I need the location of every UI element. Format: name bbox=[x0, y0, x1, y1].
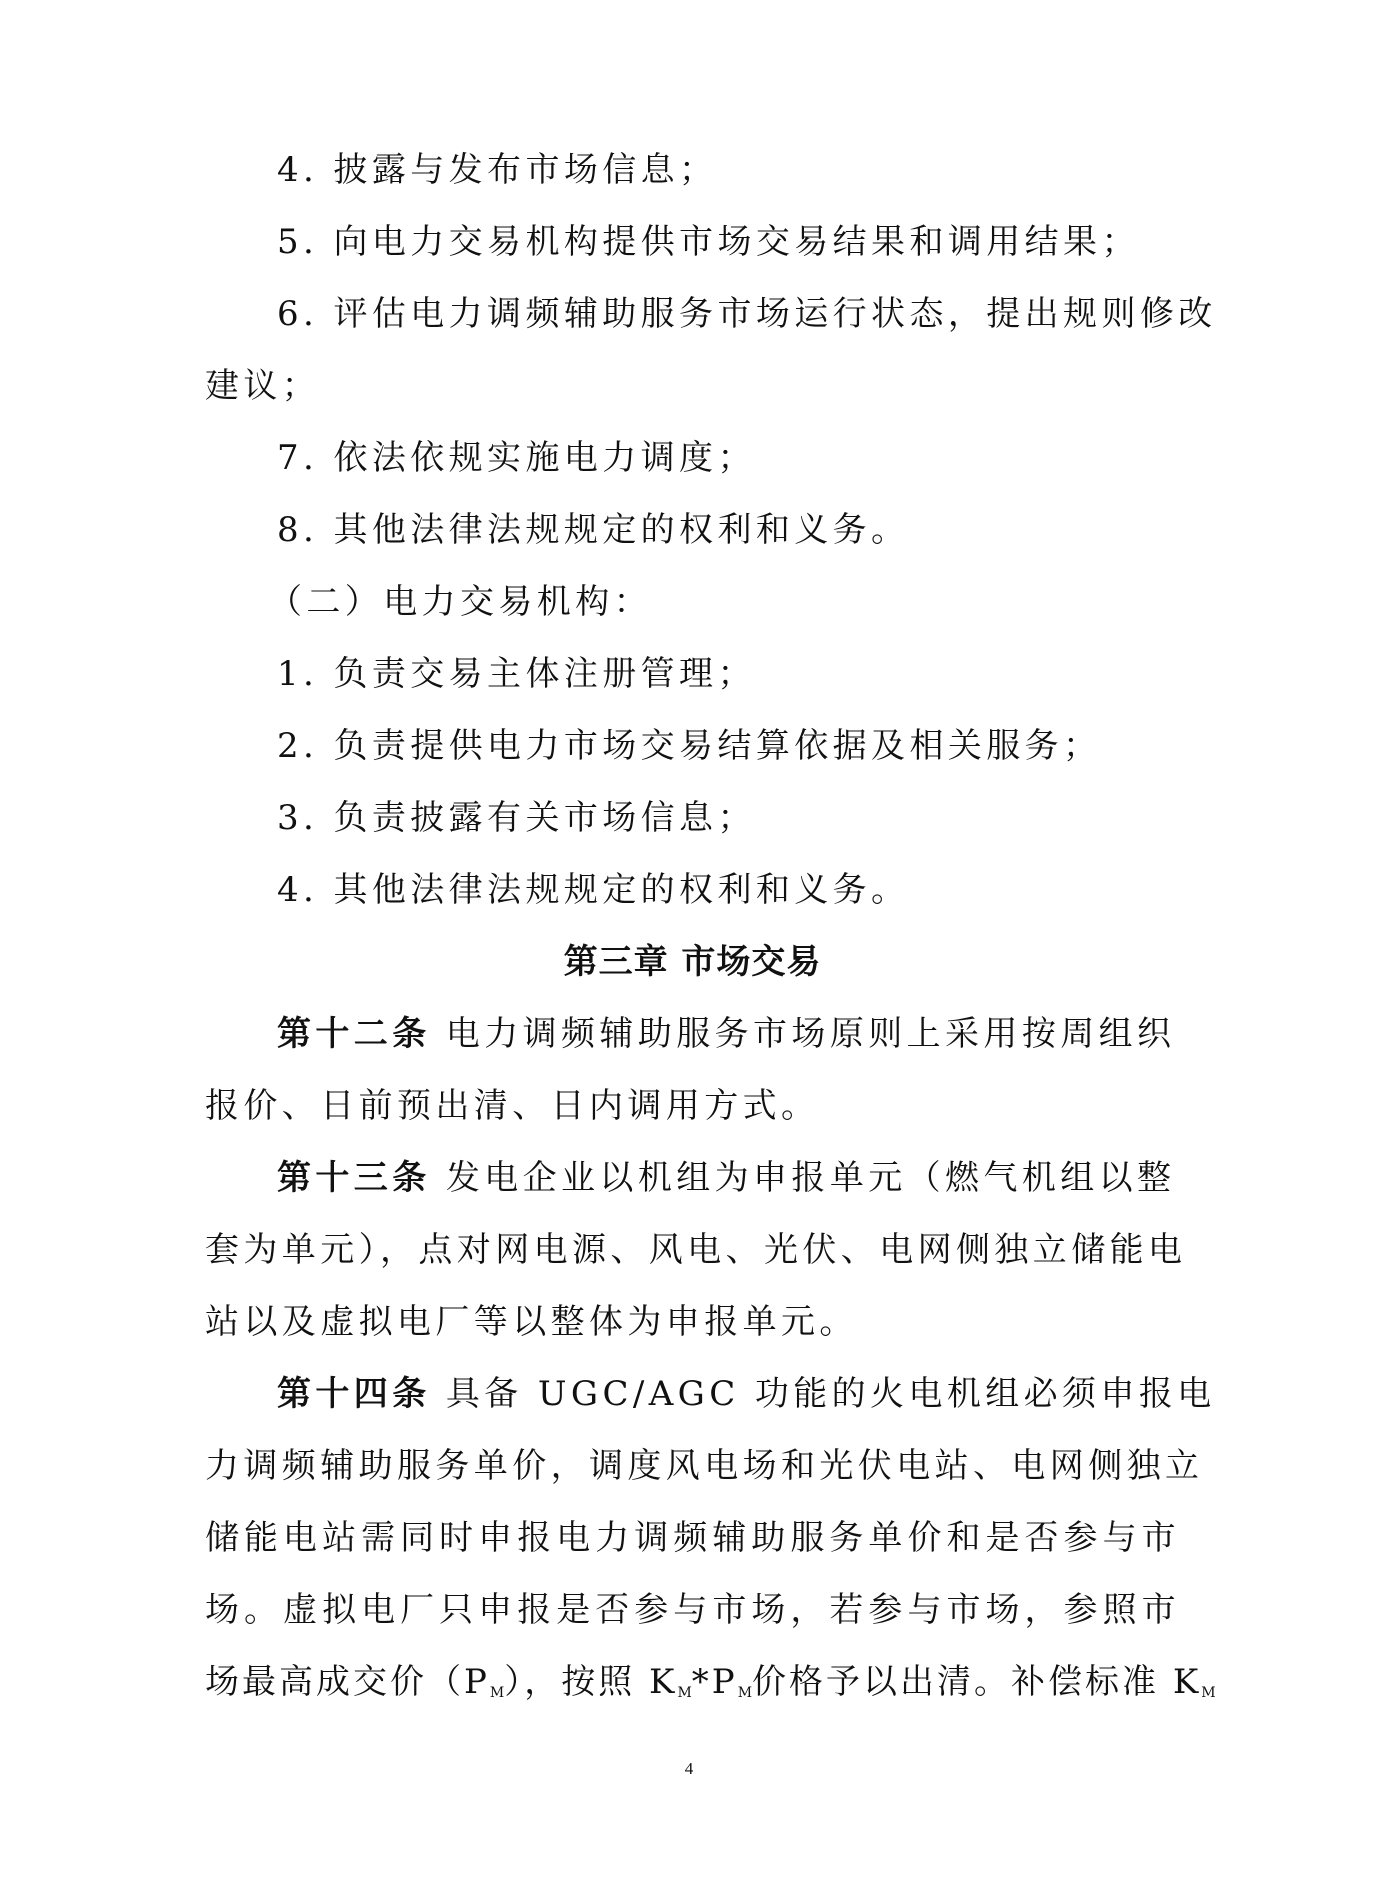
paragraph-line: 2. 负责提供电力市场交易结算依据及相关服务； bbox=[277, 726, 1102, 766]
article-label: 第十三条 bbox=[277, 1158, 431, 1198]
text-run: 场最高成交价（P bbox=[205, 1662, 490, 1702]
text-run: ），按照 K bbox=[504, 1662, 678, 1702]
paragraph-line: 储能电站需同时申报电力调频辅助服务单价和是否参与市 bbox=[205, 1518, 1180, 1558]
paragraph-line: 6. 评估电力调频辅助服务市场运行状态，提出规则修改 bbox=[277, 294, 1217, 334]
paragraph-line: 3. 负责披露有关市场信息； bbox=[277, 798, 756, 838]
paragraph-line: 站以及虚拟电厂等以整体为申报单元。 bbox=[205, 1302, 858, 1342]
article-13-line-1 bbox=[277, 1156, 1180, 1200]
paragraph-line: 套为单元），点对网电源、风电、光伏、电网侧独立储能电 bbox=[205, 1230, 1187, 1270]
paragraph-line: 5. 向电力交易机构提供市场交易结果和调用结果； bbox=[277, 222, 1140, 262]
paragraph-line: 力调频辅助服务单价，调度风电场和光伏电站、电网侧独立 bbox=[205, 1446, 1204, 1486]
article-text: 具备 UGC/AGC 功能的火电机组必须申报电 bbox=[445, 1374, 1216, 1414]
paragraph-line: 4. 其他法律法规规定的权利和义务。 bbox=[277, 870, 910, 910]
article-label: 第十二条 bbox=[277, 1014, 431, 1054]
article-14-line-1 bbox=[277, 1372, 1216, 1416]
paragraph-line: 4. 披露与发布市场信息； bbox=[277, 150, 718, 190]
paragraph-line: 建议； bbox=[205, 366, 321, 406]
article-12-line-1 bbox=[277, 1012, 1180, 1056]
article-label: 第十四条 bbox=[277, 1374, 431, 1414]
chapter-heading: 第三章 市场交易 bbox=[563, 942, 822, 982]
paragraph-line: 场。虚拟电厂只申报是否参与市场，若参与市场，参照市 bbox=[205, 1590, 1180, 1630]
paragraph-line: 报价、日前预出清、日内调用方式。 bbox=[205, 1086, 820, 1126]
subscript-m: M bbox=[677, 1685, 692, 1701]
subscript-m: M bbox=[489, 1685, 505, 1701]
subscript-m: M bbox=[737, 1685, 753, 1701]
section-heading: （二）电力交易机构： bbox=[268, 582, 652, 622]
article-text: 发电企业以机组为申报单元（燃气机组以整 bbox=[445, 1158, 1176, 1198]
subscript-m: M bbox=[1201, 1685, 1216, 1701]
article-text: 电力调频辅助服务市场原则上采用按周组织 bbox=[445, 1014, 1176, 1054]
text-run: 价格予以出清。补偿标准 K bbox=[752, 1662, 1202, 1702]
paragraph-line: 7. 依法依规实施电力调度； bbox=[277, 438, 756, 478]
page-number: 4 bbox=[684, 1759, 694, 1778]
paragraph-line-with-subscripts bbox=[205, 1660, 1216, 1715]
text-run: *P bbox=[691, 1662, 738, 1702]
paragraph-line: 8. 其他法律法规规定的权利和义务。 bbox=[277, 510, 910, 550]
paragraph-line: 1. 负责交易主体注册管理； bbox=[277, 654, 756, 694]
